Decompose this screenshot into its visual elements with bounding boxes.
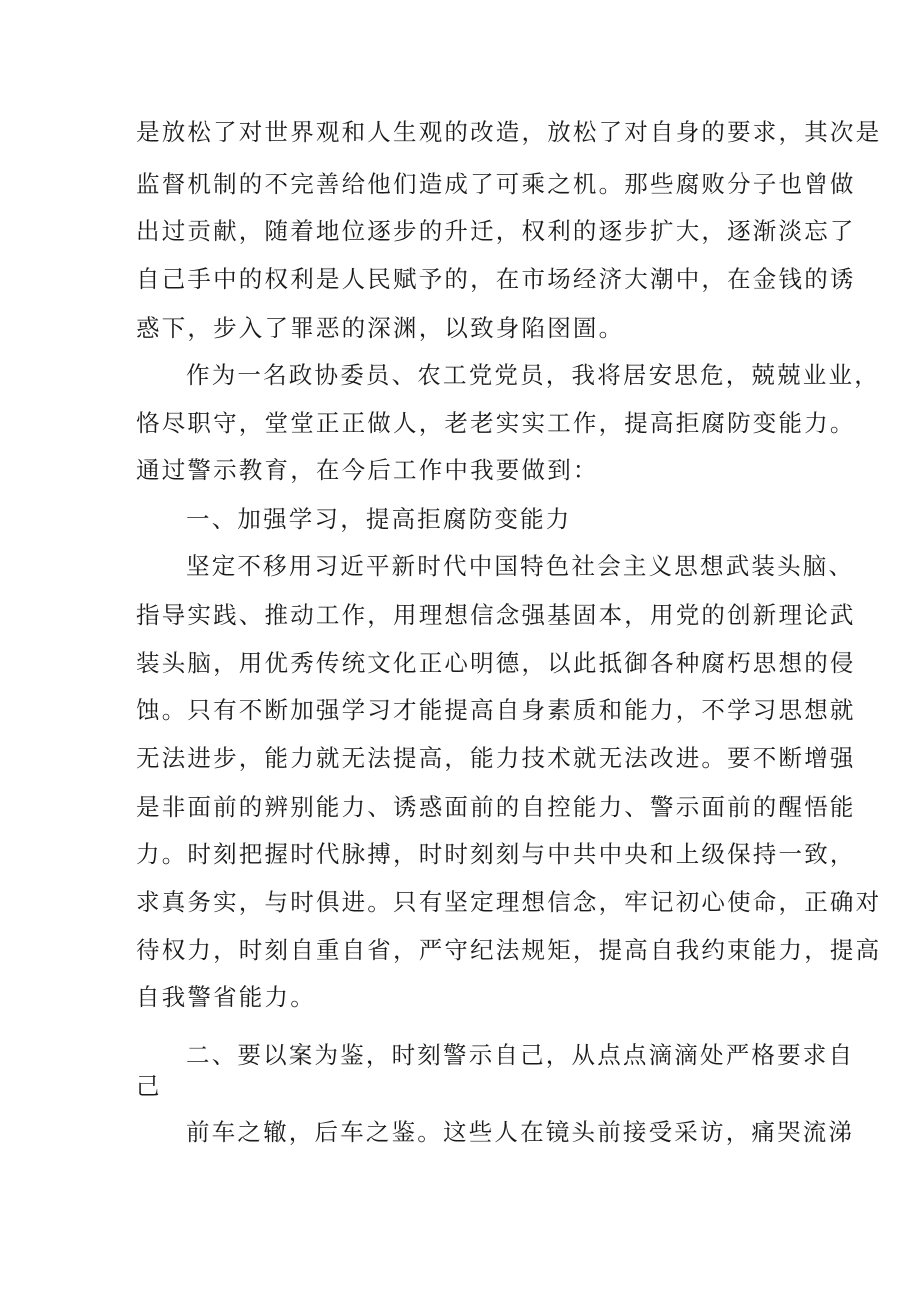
- paragraph-line: 求真务实，与时俱进。只有坚定理想信念，牢记初心使命，正确对: [136, 888, 882, 916]
- paragraph-line: 出过贡献，随着地位逐步的升迁，权利的逐步扩大，逐渐淡忘了: [136, 217, 856, 245]
- paragraph-line: 无法进步，能力就无法提高，能力技术就无法改进。要不断增强: [136, 744, 856, 772]
- paragraph-line: 坚定不移用习近平新时代中国特色社会主义思想武装头脑、: [186, 552, 855, 580]
- paragraph-line: 是放松了对世界观和人生观的改造，放松了对自身的要求，其次是: [136, 118, 882, 146]
- paragraph-line: 前车之辙，后车之鉴。这些人在镜头前接受采访，痛哭流涕: [186, 1118, 855, 1146]
- paragraph-line: 监督机制的不完善给他们造成了可乘之机。那些腐败分子也曾做: [136, 170, 856, 198]
- paragraph-line: 蚀。只有不断加强学习才能提高自身素质和能力，不学习思想就: [136, 696, 856, 724]
- paragraph-line: 通过警示教育，在今后工作中我要做到：: [136, 456, 599, 484]
- paragraph-line: 力。时刻把握时代脉搏，时时刻刻与中共中央和上级保持一致，: [136, 840, 856, 868]
- paragraph-line: 作为一名政协委员、农工党党员，我将居安思危，兢兢业业，: [186, 361, 880, 389]
- paragraph-line: 惑下，步入了罪恶的深渊，以致身陷囹圄。: [136, 314, 625, 342]
- paragraph-line: 自我警省能力。: [136, 983, 316, 1011]
- section-heading-1: 一、加强学习，提高拒腐防变能力: [186, 505, 572, 533]
- section-heading-2: 二、要以案为鉴，时刻警示自己，从点点滴滴处严格要求自: [186, 1041, 855, 1069]
- paragraph-line: 装头脑，用优秀传统文化正心明德，以此抵御各种腐朽思想的侵: [136, 649, 856, 677]
- paragraph-line: 待权力，时刻自重自省，严守纪法规矩，提高自我约束能力，提高: [136, 936, 882, 964]
- paragraph-line: 指导实践、推动工作，用理想信念强基固本，用党的创新理论武: [136, 601, 856, 629]
- paragraph-line: 恪尽职守，堂堂正正做人，老老实实工作，提高拒腐防变能力。: [136, 409, 856, 437]
- paragraph-line: 是非面前的辨别能力、诱惑面前的自控能力、警示面前的醒悟能: [136, 793, 856, 821]
- section-heading-2-continued: 己: [136, 1072, 162, 1100]
- paragraph-line: 自己手中的权利是人民赋予的，在市场经济大潮中，在金钱的诱: [136, 265, 856, 293]
